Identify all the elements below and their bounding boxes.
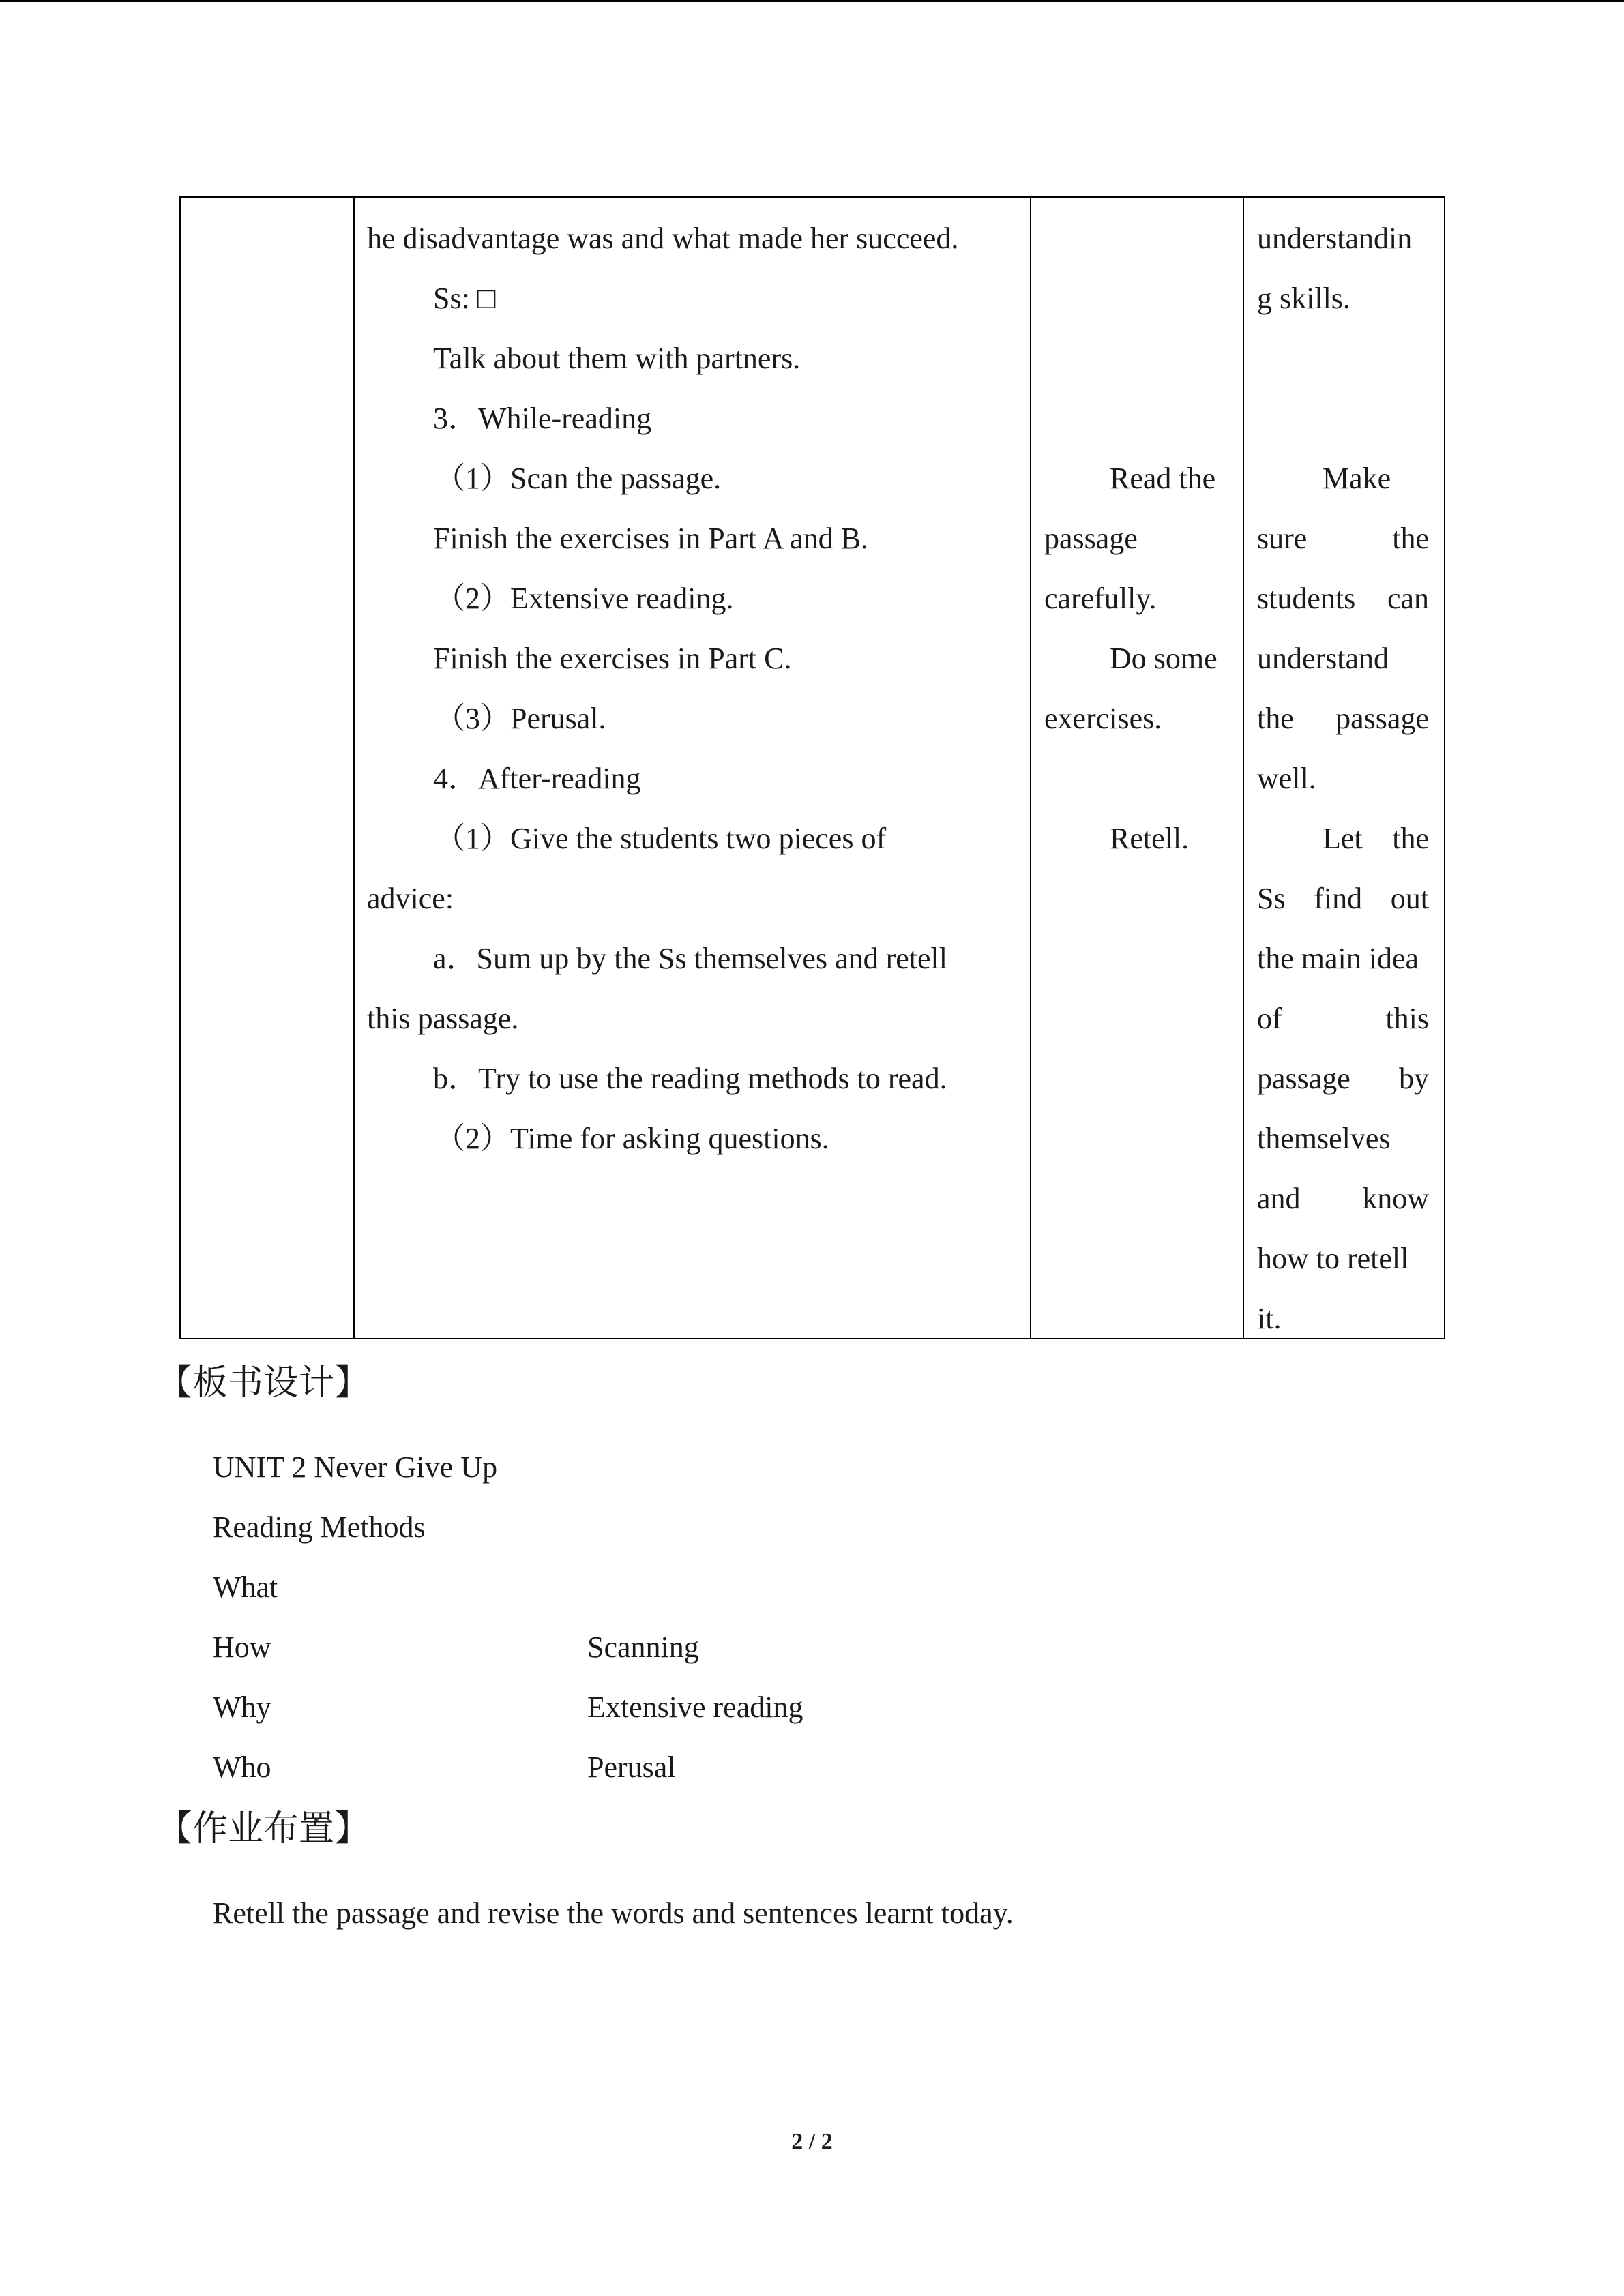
- table-text-line: （2）Extensive reading.: [435, 582, 734, 615]
- table-text-line: [1257, 578, 1429, 619]
- top-border: [0, 0, 1624, 2]
- word: passage: [1257, 1062, 1350, 1095]
- table-text-line: the main idea: [1257, 942, 1419, 975]
- word: sure: [1257, 522, 1308, 555]
- homework-text: Retell the passage and revise the words and sentences learnt today.: [213, 1896, 1014, 1930]
- table-text-line: Talk about them with partners.: [433, 342, 801, 375]
- table-text-line: （1）Scan the passage.: [435, 462, 722, 495]
- word: find: [1314, 882, 1363, 915]
- homework-heading: 【作业布置】: [157, 1808, 370, 1849]
- table-text-line: how to retell: [1257, 1242, 1409, 1275]
- table-text-line: [433, 278, 495, 319]
- table-text-line: g skills.: [1257, 282, 1350, 315]
- table-text-line: he disadvantage was and what made her succeed.: [367, 222, 959, 255]
- table-text-line: understand: [1257, 642, 1389, 675]
- table-text-line: this passage.: [367, 1002, 519, 1035]
- word: Ss: [1257, 882, 1286, 915]
- table-text-line: themselves: [1257, 1122, 1391, 1155]
- word: the: [1392, 522, 1429, 555]
- board-design-heading: 【板书设计】: [157, 1362, 370, 1403]
- table-text-line: （2）Time for asking questions.: [435, 1122, 829, 1155]
- table-text-line: b．Try to use the reading methods to read.: [433, 1062, 947, 1095]
- word: this: [1385, 1002, 1429, 1035]
- page-number: 2 / 2: [791, 2129, 833, 2154]
- word: passage: [1335, 702, 1429, 735]
- board-unit-title: UNIT 2 Never Give Up: [213, 1450, 498, 1484]
- board-left-item: What: [213, 1570, 278, 1604]
- table-text-line: Retell.: [1110, 822, 1190, 855]
- table-text-line: 3．While-reading: [433, 402, 652, 435]
- table-text-line: understandin: [1257, 222, 1413, 255]
- table-text-line: [1257, 698, 1429, 739]
- column-divider: [1030, 198, 1031, 1338]
- table-text-line: advice:: [367, 882, 454, 915]
- word: can: [1387, 582, 1429, 615]
- table-text-line: well.: [1257, 762, 1316, 795]
- board-methods-label: Reading Methods: [213, 1510, 426, 1544]
- table-text-line: [1257, 1178, 1429, 1219]
- word: the: [1392, 822, 1429, 855]
- table-text-line: carefully.: [1044, 582, 1157, 615]
- word: and: [1257, 1182, 1301, 1215]
- table-text-line: exercises.: [1044, 702, 1162, 735]
- table-text-line: Finish the exercises in Part C.: [433, 642, 792, 675]
- table-text-line: passage: [1044, 522, 1138, 555]
- table-text-line: Finish the exercises in Part A and B.: [433, 522, 868, 555]
- word: students: [1257, 582, 1356, 615]
- table-text-line: Do some: [1110, 642, 1217, 675]
- board-left-item: Why: [213, 1690, 271, 1724]
- table-text-line: Make: [1323, 462, 1391, 495]
- board-right-item: Perusal: [587, 1750, 676, 1784]
- column-divider: [1243, 198, 1244, 1338]
- board-left-item: How: [213, 1630, 271, 1664]
- table-text-line: [1323, 818, 1429, 859]
- lesson-table: [179, 196, 1445, 1339]
- table-text-line: [1257, 878, 1429, 919]
- table-text-line: [1257, 518, 1429, 559]
- word: of: [1257, 1002, 1282, 1035]
- board-right-item: Extensive reading: [587, 1690, 803, 1724]
- board-left-item: Who: [213, 1750, 271, 1784]
- word: out: [1390, 882, 1429, 915]
- word: know: [1362, 1182, 1429, 1215]
- column-divider: [353, 198, 355, 1338]
- word: the: [1257, 702, 1294, 735]
- ss-label: Ss: □: [433, 282, 496, 315]
- table-text-line: （3）Perusal.: [435, 702, 606, 735]
- table-text-line: it.: [1257, 1302, 1282, 1335]
- word: Let: [1323, 822, 1363, 855]
- table-text-line: [1257, 1058, 1429, 1099]
- table-text-line: [1257, 998, 1429, 1039]
- table-text-line: （1）Give the students two pieces of: [435, 822, 887, 855]
- table-text-line: a．Sum up by the Ss themselves and retell: [433, 942, 947, 975]
- table-text-line: 4．After-reading: [433, 762, 641, 795]
- word: by: [1399, 1062, 1429, 1095]
- board-right-item: Scanning: [587, 1630, 699, 1664]
- table-text-line: Read the: [1110, 462, 1216, 495]
